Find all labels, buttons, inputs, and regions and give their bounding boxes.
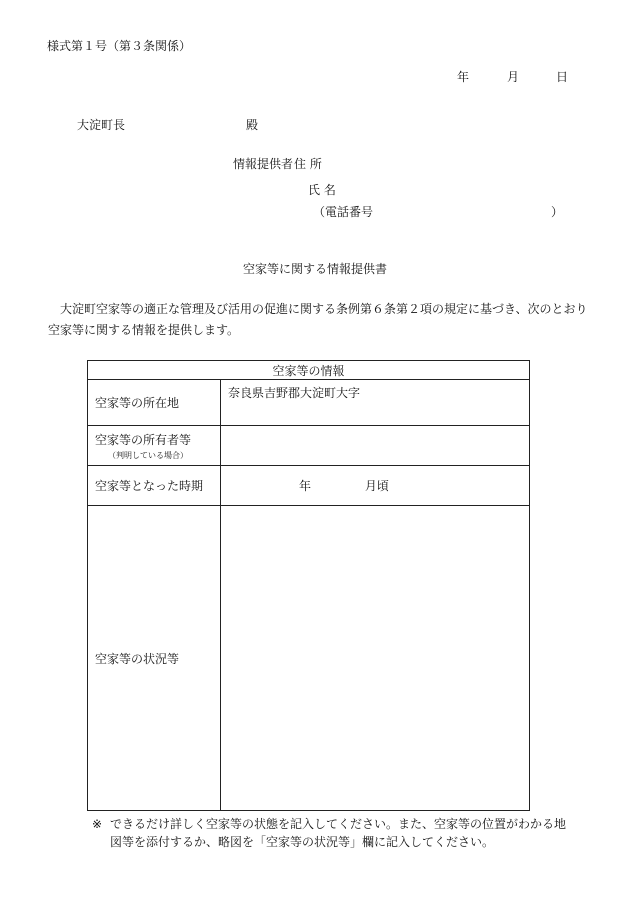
- provider-address-label: 住 所: [294, 157, 322, 171]
- provider-label: 情報提供者: [233, 157, 294, 171]
- owner-label-cell: [88, 426, 221, 466]
- status-label: 空家等の状況等: [88, 506, 221, 811]
- note-mark: ※: [92, 817, 103, 831]
- form-number: 様式第１号（第３条関係）: [47, 39, 192, 53]
- body-paragraph: 大淀町空家等の適正な管理及び活用の促進に関する条例第６条第２項の規定に基づき、次のとおり空家等に関する情報を提供します。: [48, 302, 588, 337]
- provider-name-label: 氏 名: [308, 183, 336, 197]
- vacant-house-info-table: [87, 360, 530, 811]
- period-month-label: 月頃: [364, 479, 389, 493]
- period-label: 空家等となった時期: [88, 466, 221, 506]
- note-text: できるだけ詳しく空家等の状態を記入してください。また、空家等の位置がわかる地図等を添付するか、略図を「空家等の状況等」欄に記入してください。: [110, 817, 567, 849]
- table-header: 空家等の情報: [88, 361, 530, 380]
- date-day-label: 日: [556, 70, 569, 84]
- note: [92, 815, 572, 851]
- provider-phone-label: （電話番号: [313, 205, 374, 219]
- location-label: 空家等の所在地: [88, 380, 221, 426]
- table-row-location: [88, 380, 530, 426]
- owner-value[interactable]: [221, 426, 530, 466]
- table-row-period: [88, 466, 530, 506]
- table-header-row: [88, 361, 530, 380]
- status-value[interactable]: [221, 506, 530, 811]
- addressee-honorific: 殿: [246, 118, 259, 132]
- table-row-status: [88, 506, 530, 811]
- owner-label: 空家等の所有者等: [95, 432, 192, 447]
- provider-phone-close: ）: [551, 205, 564, 219]
- table-row-owner: [88, 426, 530, 466]
- location-value[interactable]: 奈良県吉野郡大淀町大字: [221, 380, 530, 426]
- period-value[interactable]: [221, 466, 530, 506]
- addressee-name: 大淀町長: [77, 118, 126, 132]
- date-month-label: 月: [507, 70, 520, 84]
- period-year-label: 年: [299, 479, 312, 493]
- date-year-label: 年: [457, 70, 470, 84]
- document-title: 空家等に関する情報提供書: [242, 262, 387, 276]
- owner-sublabel: （判明している場合）: [108, 450, 188, 460]
